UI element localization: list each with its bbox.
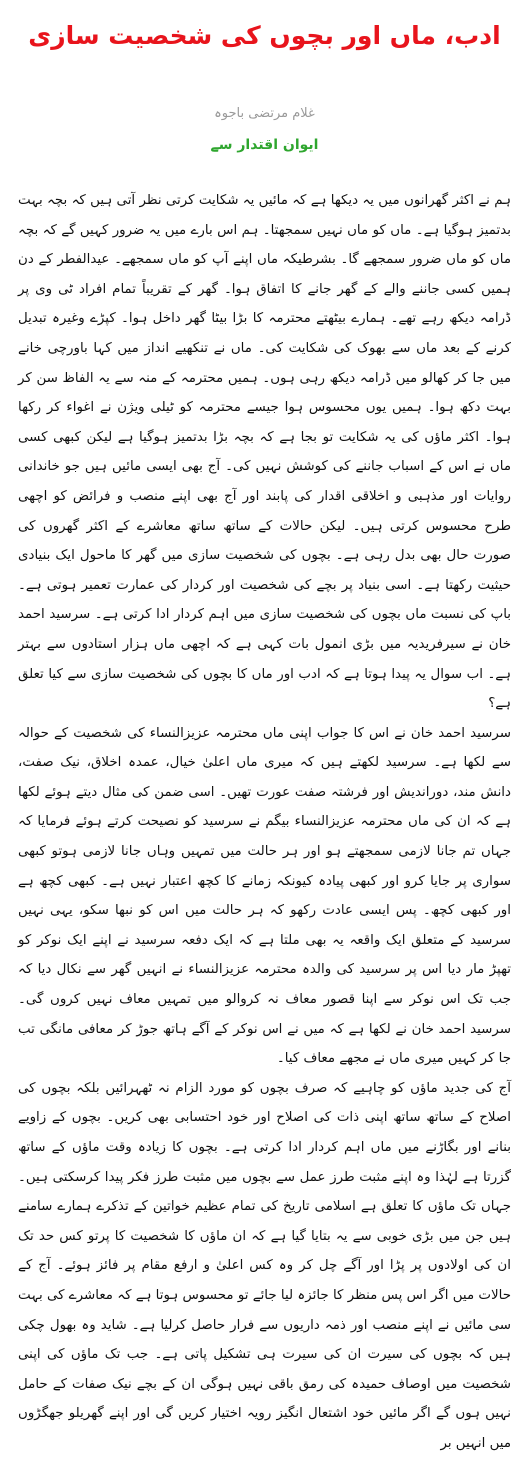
article-title: ادب، ماں اور بچوں کی شخصیت سازی [28, 21, 501, 50]
author-name: غلام مرتضی باجوہ [214, 106, 315, 121]
column-source: ایوان اقتدار سے [210, 137, 319, 153]
paragraph-3: آج کی جدید ماؤں کو چاہیے کہ صرف بچوں کو مورد الزام نہ ٹھہرائیں بلکہ بچوں کی اصلاح کے ساتھ ساتھ اپنی ذات کی اصلاح اور خود احتسابی بھی کریں۔ بچوں کے زاویے بنانے اور بگاڑنے میں ماں اہم کردار ادا کرتی ہے۔ بچوں کا زیادہ وقت ماؤں کے ساتھ گزرتا ہے لہٰذا وہ اپنے مثبت طرز عمل سے بچوں میں مثبت طرز فکر پیدا کرسکتی ہیں۔ جہاں تک ماؤں کا تعلق ہے اسلامی تاریخ کی تمام عظیم خواتین کے تذکرے ہمارے سامنے ہیں جن میں بڑی خوبی سے یہ بتایا گیا ہے کہ ان ماؤں کا شخصیت کا پرتو کس حد تک ان کی اولادوں پر پڑا اور آگے چل کر وہ کس اعلیٰ و ارفع مقام پر فائز ہوئے۔ آج کے حالات میں اگر اس پس منظر کا جائزہ لیا جائے تو محسوس ہوتا ہے کہ معاشرے کی بہت سی مائیں نے اپنے منصب اور ذمہ داریوں سے فرار حاصل کرلیا ہے۔ شاید وہ بھول چکی ہیں کہ بچوں کی سیرت ان کی سیرت ہی تشکیل پاتی ہے۔ جب تک ماؤں کی اپنی شخصیت میں اوصاف حمیدہ کی رمق باقی نہیں ہوگی ان کے بچے نیک صفات کے حامل نہیں ہوں گے اگر مائیں خود اشتعال انگیز رویہ اختیار کریں گی اور اپنے گھریلو جھگڑوں میں انہیں بر [18, 1080, 511, 1451]
article-body [18, 186, 511, 1459]
paragraph-1: ہم نے اکثر گھرانوں میں یہ دیکھا ہے کہ مائیں یہ شکایت کرتی نظر آتی ہیں کہ بچہ بہت بدتمیز ہوگیا ہے۔ ماں کو ماں نہیں سمجھتا۔ ہم اس بارے میں یہ ضرور کہیں گے کہ بچہ ماں کو ماں ضرور سمجھے گا۔ بشرطیکہ ماں اپنے آپ کو ماں سمجھے۔ عیدالفطر کے دن ہمیں کسی جاننے والے کے گھر جانے کا اتفاق ہوا۔ گھر کے تقریباً تمام افراد ٹی وی پر ڈرامہ دیکھ رہے تھے۔ ہمارے بیٹھتے محترمہ کا بڑا بیٹا گھر داخل ہوا۔ کپڑے وغیرہ تبدیل کرنے کے بعد ماں سے بھوک کی شکایت کی۔ ماں نے تنکھیے انداز میں کہا باورچی خانے میں جا کر کھالو میں ڈرامہ دیکھ رہی ہوں۔ ہمیں محترمہ کے منہ سے یہ الفاظ سن کر بہت دکھ ہوا۔ ہمیں یوں محسوس ہوا جیسے محترمہ کو ٹیلی ویژن نے اغواء کر رکھا ہوا۔ اکثر ماؤں کی یہ شکایت تو بجا ہے کہ بچہ بڑا بدتمیز ہوگیا ہے لیکن کبھی کسی ماں نے اس کے اسباب جاننے کی کوشش نہیں کی۔ آج بھی ایسی مائیں ہیں جو خاندانی روایات اور مذہبی و اخلاقی اقدار کی پابند اور آج بھی اپنے منصب و فرائض کو اچھی طرح محسوس کرتی ہیں۔ لیکن حالات کے ساتھ ساتھ معاشرے کے اکثر گھروں کی صورت حال بھی بدل رہی ہے۔ بچوں کی شخصیت سازی میں گھر کا ماحول ایک بنیادی حیثیت رکھتا ہے۔ اسی بنیاد پر بچے کی شخصیت اور کردار کی عمارت تعمیر ہوتی ہے۔ باپ کی نسبت ماں بچوں کی شخصیت سازی میں اہم کردار ادا کرتی ہے۔ سرسید احمد خان نے سیرفریدیہ میں بڑی انمول بات کہی ہے کہ اچھی ماں ہزار استادوں سے بہتر ہے۔ اب سوال یہ پیدا ہوتا ہے کہ ادب اور ماں کا بچوں کی شخصیت سازی سے کیا تعلق ہے؟ [18, 193, 511, 712]
paragraph-2: سرسید احمد خان نے اس کا جواب اپنی ماں محترمہ عزیزالنساء کی شخصیت کے حوالہ سے لکھا ہے۔ سرسید لکھتے ہیں کہ میری ماں اعلیٰ خیال، عمدہ اخلاق، نیک صفت، دانش مند، دوراندیش اور فرشتہ صفت عورت تھیں۔ اسی ضمن کی مثال دیتے ہوئے لکھا ہے کہ ان کی ماں محترمہ عزیزالنساء بیگم نے سرسید کو نصیحت کرتے ہوئے فرمایا کہ جہاں تم جانا لازمی سمجھتے ہو اور ہر حالت میں تمہیں وہاں جانا لازمی ہوتو کبھی سواری پر جایا کرو اور کبھی پیادہ کیونکہ زمانے کا کچھ اعتبار نہیں ہے۔ کبھی کچھ ہے اور کبھی کچھ۔ پس ایسی عادت رکھو کہ ہر حالت میں اس کو نبھا سکو، یہی نہیں سرسید کے متعلق ایک واقعہ یہ بھی ملتا ہے کہ ایک دفعہ سرسید نے اپنے ایک نوکر کو تھپڑ مار دیا اس پر سرسید کی والدہ محترمہ عزیزالنساء نے انہیں گھر سے نکال دیا کہ جب تک اس نوکر سے اپنا قصور معاف نہ کروالو میں تمہیں معاف نہیں کروں گی۔ سرسید احمد خان نے لکھا ہے کہ میں نے اس نوکر کے آگے ہاتھ جوڑ کر معافی مانگی تب جا کر کہیں میری ماں نے مجھے معاف کیا۔ [18, 725, 511, 1067]
